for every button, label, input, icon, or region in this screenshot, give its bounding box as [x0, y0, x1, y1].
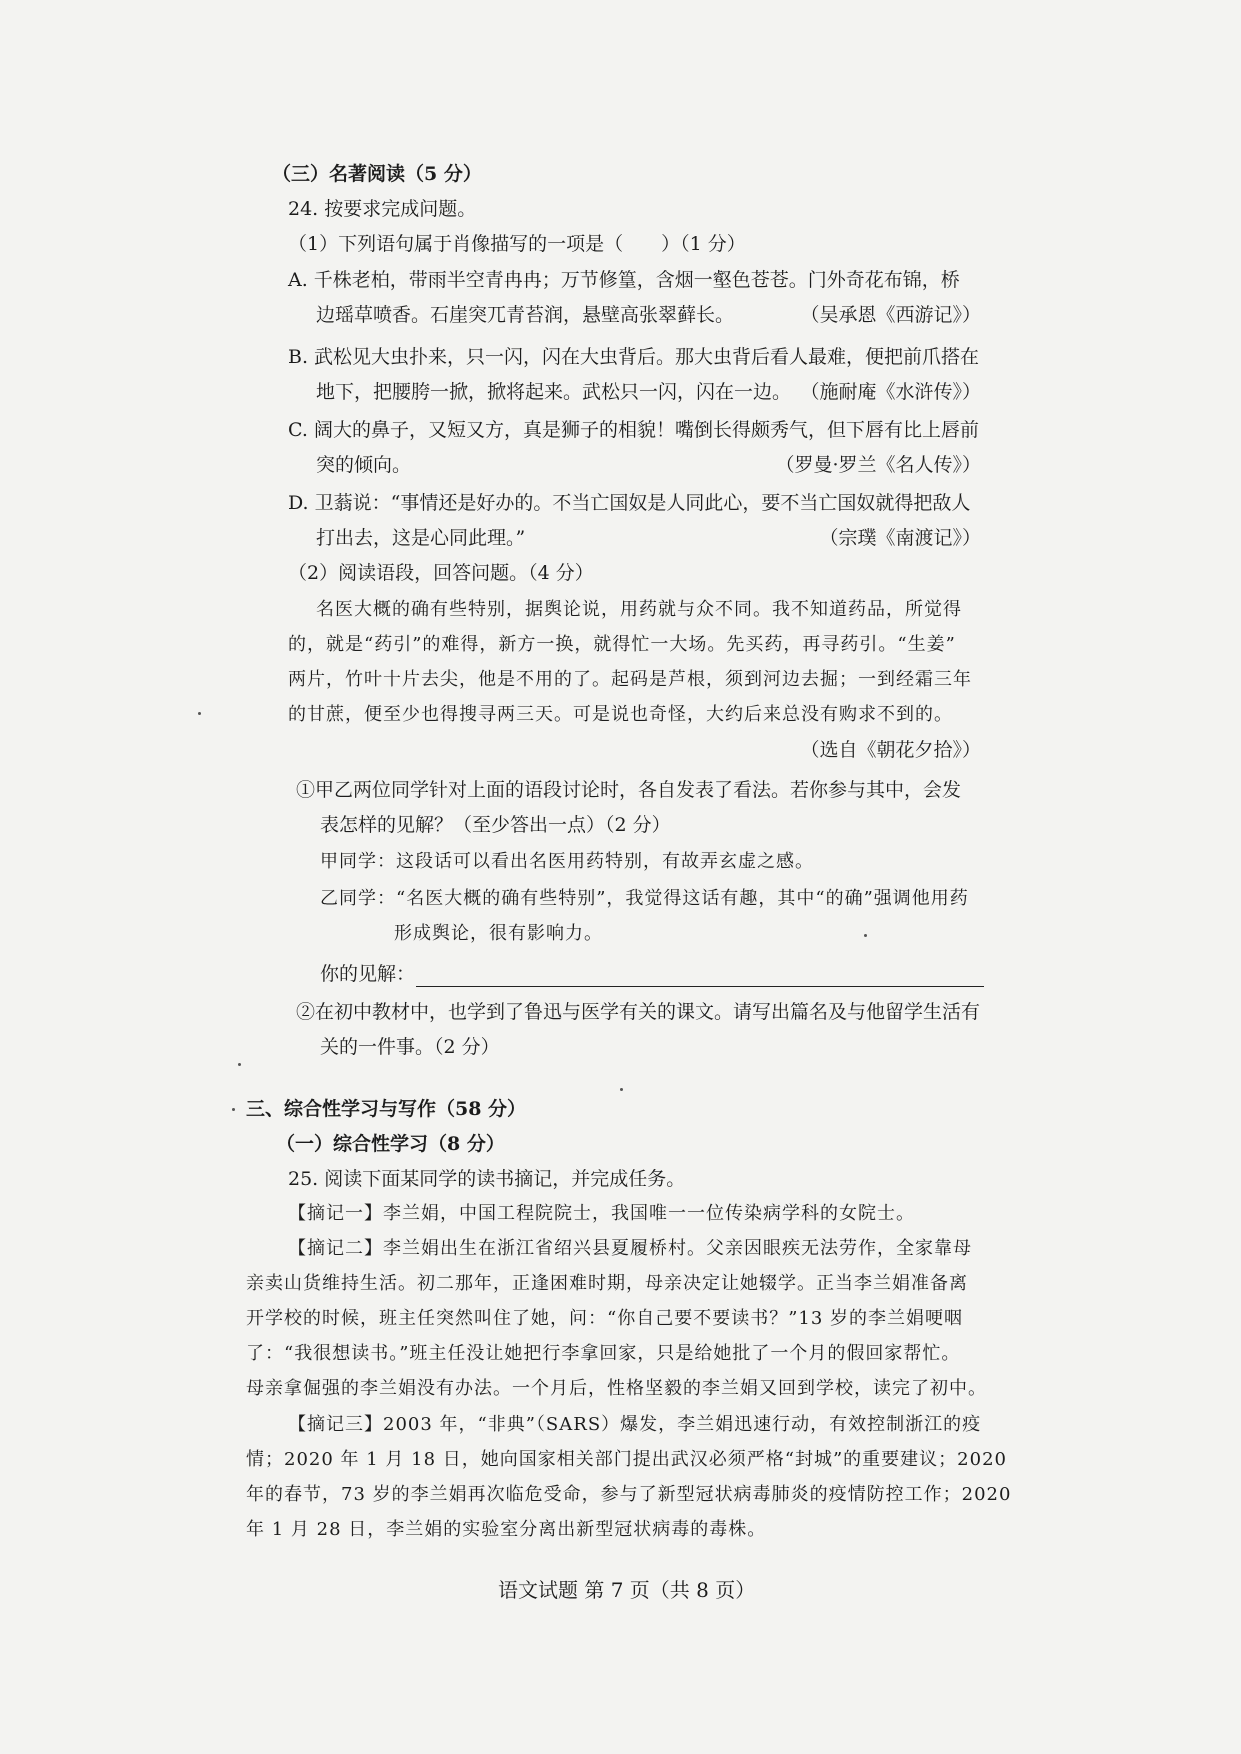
student-yi-opinion-line2: 形成舆论，很有影响力。 — [394, 923, 603, 944]
student-yi-opinion-line1: 乙同学：“名医大概的确有些特别”，我觉得这话有趣，其中“的确”强调他用药 — [320, 888, 969, 909]
option-d-line1: D. 卫蓊说：“事情还是好办的。不当亡国奴是人同此心，要不当亡国奴就得把敌人 — [288, 492, 971, 514]
option-c-line1: C. 阔大的鼻子，又短又方，真是狮子的相貌！嘴倒长得颇秀气，但下唇有比上唇前 — [288, 419, 979, 441]
note3-line2: 情；2020 年 1 月 18 日，她向国家相关部门提出武汉必须严格“封城”的重要建议；2020 — [246, 1449, 1007, 1470]
page-footer: 语文试题 第 7 页（共 8 页） — [498, 1578, 756, 1602]
passage-line-3: 两片，竹叶十片去尖，他是不用的了。起码是芦根，须到河边去掘；一到经霜三年 — [288, 669, 972, 690]
note2-line2: 亲卖山货维持生活。初二那年，正逢困难时期，母亲决定让她辍学。正当李兰娟准备离 — [246, 1273, 968, 1294]
student-jia-opinion: 甲同学：这段话可以看出名医用药特别，有故弄玄虚之感。 — [320, 851, 814, 872]
passage-line-1: 名医大概的确有些特别，据舆论说，用药就与众不同。我不知道药品，所觉得 — [316, 599, 962, 620]
q24-part2-prompt: （2）阅读语段，回答问题。（4 分） — [288, 562, 594, 584]
subsection-title: （一）综合性学习（8 分） — [276, 1133, 505, 1155]
note3-line4: 年 1 月 28 日，李兰娟的实验室分离出新型冠状病毒的毒株。 — [246, 1519, 767, 1540]
note3-line3: 年的春节，73 岁的李兰娟再次临危受命，参与了新型冠状病毒肺炎的疫情防控工作；2020 — [246, 1484, 1012, 1505]
section-title-mingzhu: （三）名著阅读（5 分） — [272, 163, 482, 185]
option-b-source: （施耐庵《水浒传》） — [800, 381, 981, 403]
sub2-line2: 关的一件事。（2 分） — [320, 1036, 500, 1058]
scan-speck — [864, 934, 867, 937]
q24-stem: 24. 按要求完成问题。 — [288, 198, 477, 220]
scan-speck — [232, 1108, 235, 1111]
q24-part1-prompt: （1）下列语句属于肖像描写的一项是（ ）（1 分） — [288, 233, 746, 255]
scan-speck — [620, 1088, 623, 1091]
option-b-line1: B. 武松见大虫扑来，只一闪，闪在大虫背后。那大虫背后看人最难，便把前爪搭在 — [288, 346, 980, 368]
note2-line5: 母亲拿倔强的李兰娟没有办法。一个月后，性格坚毅的李兰娟又回到学校，读完了初中。 — [246, 1378, 987, 1399]
option-c-line2: 突的倾向。 — [316, 454, 412, 476]
part3-title: 三、综合性学习与写作（58 分） — [246, 1098, 527, 1120]
note3-line1: 【摘记三】2003 年，“非典”（SARS）爆发，李兰娟迅速行动，有效控制浙江的疫 — [288, 1414, 982, 1435]
option-d-source: （宗璞《南渡记》） — [819, 527, 981, 549]
note2-line3: 开学校的时候，班主任突然叫住了她，问：“你自己要不要读书？”13 岁的李兰娟哽咽 — [246, 1308, 964, 1329]
option-d-line2: 打出去，这是心同此理。” — [316, 527, 526, 549]
option-a-line1: A. 千株老柏，带雨半空青冉冉；万节修篁，含烟一壑色苍苍。门外奇花布锦，桥 — [288, 269, 960, 291]
scan-speck — [198, 712, 201, 715]
answer-blank-line[interactable] — [416, 986, 984, 987]
note2-line1: 【摘记二】李兰娟出生在浙江省绍兴县夏履桥村。父亲因眼疾无法劳作，全家靠母 — [288, 1238, 972, 1259]
option-c-source: （罗曼·罗兰《名人传》） — [775, 454, 981, 476]
sub1-line2: 表怎样的见解？（至少答出一点）（2 分） — [320, 814, 671, 836]
option-a-line2: 边瑶草喷香。石崖突兀青苔润，悬壁高张翠藓长。 — [316, 304, 735, 326]
sub2-line1: ②在初中教材中，也学到了鲁迅与医学有关的课文。请写出篇名及与他留学生活有 — [296, 1001, 981, 1023]
q25-stem: 25. 阅读下面某同学的读书摘记，并完成任务。 — [288, 1168, 686, 1190]
option-a-source: （吴承恩《西游记》） — [800, 304, 981, 326]
note2-line4: 了：“我很想读书。”班主任没让她把行李拿回家，只是给她批了一个月的假回家帮忙。 — [246, 1343, 961, 1364]
passage-source: （选自《朝花夕拾》） — [800, 739, 981, 761]
sub1-line1: ①甲乙两位同学针对上面的语段讨论时，各自发表了看法。若你参与其中，会发 — [296, 779, 962, 801]
option-b-line2: 地下，把腰胯一掀，掀将起来。武松只一闪，闪在一边。 — [316, 381, 792, 403]
note1: 【摘记一】李兰娟，中国工程院院士，我国唯一一位传染病学科的女院士。 — [288, 1203, 915, 1224]
scan-speck — [238, 1063, 241, 1066]
passage-line-4: 的甘蔗，便至少也得搜寻两三天。可是说也奇怪，大约后来总没有购求不到的。 — [288, 704, 953, 725]
passage-line-2: 的，就是“药引”的难得，新方一换，就得忙一大场。先买药，再寻药引。“生姜” — [288, 634, 956, 655]
your-opinion-label: 你的见解： — [320, 963, 416, 985]
